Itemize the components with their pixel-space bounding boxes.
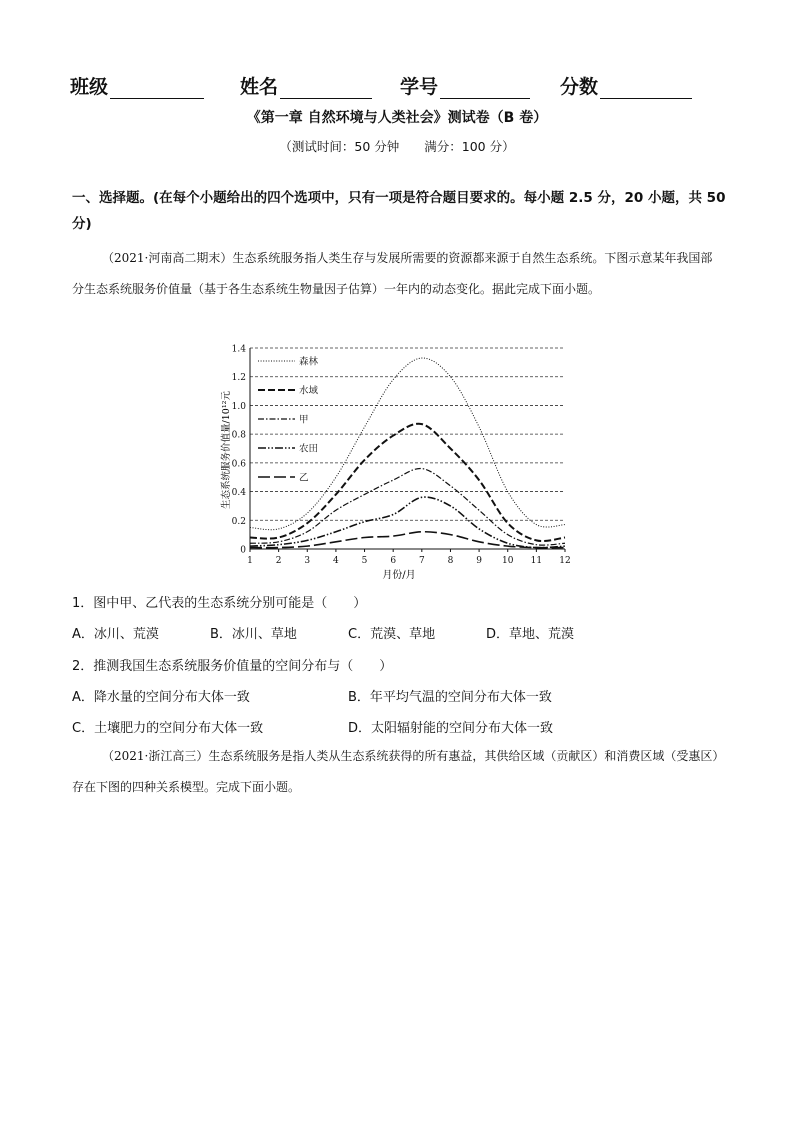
legend-label: 水域 <box>299 385 319 397</box>
chart-grid <box>250 348 565 520</box>
x-tick-label: 1 <box>247 556 253 566</box>
x-tick-label: 8 <box>447 556 454 566</box>
y-tick-label: 0.6 <box>231 459 246 470</box>
x-tick-label: 9 <box>476 556 482 566</box>
ecosystem-service-chart <box>215 338 575 583</box>
q1-option-b[interactable]: B．冰川、草地 <box>210 627 297 642</box>
score-label: 分数 <box>560 76 599 98</box>
y-tick-label: 0.4 <box>231 488 246 499</box>
x-tick-label: 2 <box>275 556 282 566</box>
q1-option-c[interactable]: C．荒漠、草地 <box>348 627 436 642</box>
x-axis-label: 月份/月 <box>382 570 416 581</box>
y-axis-label: 生态系统服务价值量/10¹²元 <box>221 391 232 509</box>
y-tick-label: 0.2 <box>231 516 246 527</box>
question-2-stem: 2．推测我国生态系统服务价值量的空间分布与（ ） <box>72 659 393 674</box>
legend-label: 甲 <box>299 414 309 426</box>
x-tick-label: 5 <box>361 556 368 566</box>
question-1-stem: 1．图中甲、乙代表的生态系统分别可能是（ ） <box>72 596 367 611</box>
name-blank[interactable] <box>280 76 372 99</box>
chart-legend <box>258 356 319 484</box>
x-tick-label: 6 <box>390 556 397 566</box>
series-line <box>250 424 565 541</box>
name-field <box>240 72 372 99</box>
class-label: 班级 <box>70 76 109 98</box>
legend-label: 农田 <box>299 443 319 455</box>
y-tick-label: 0.8 <box>231 430 246 441</box>
legend-label: 森林 <box>299 356 319 368</box>
student-id-label: 学号 <box>400 76 439 98</box>
chart-series <box>250 358 565 548</box>
student-info-row <box>70 72 730 102</box>
legend-label: 乙 <box>299 472 309 484</box>
score-field <box>560 72 692 99</box>
x-tick-label: 11 <box>530 556 543 566</box>
y-tick-label: 1.0 <box>231 401 246 412</box>
name-label: 姓名 <box>240 76 279 98</box>
q2-option-d[interactable]: D．太阳辐射能的空间分布大体一致 <box>348 721 554 736</box>
y-tick-label: 1.2 <box>231 373 246 384</box>
passage-1: （2021·河南高二期末）生态系统服务指人类生存与发展所需要的资源都来源于自然生态系统。下图示意某年我国部分生态系统服务价值量（基于各生态系统生物量因子估算）一年内的动态变化。据此完成下面小题。 <box>72 251 713 296</box>
exam-subtitle: （测试时间：50 分钟 满分：100 分） <box>279 139 515 154</box>
q2-option-c[interactable]: C．土壤肥力的空间分布大体一致 <box>72 721 264 736</box>
q1-option-d[interactable]: D．草地、荒漠 <box>486 627 575 642</box>
series-line <box>250 358 565 530</box>
class-field <box>70 72 204 99</box>
student-id-field <box>400 72 530 99</box>
class-blank[interactable] <box>110 76 204 99</box>
x-tick-label: 7 <box>418 556 425 566</box>
section-heading: 一、选择题。(在每个小题给出的四个选项中，只有一项是符合题目要求的。每小题 2.5 分，20 小题，共 50 分) <box>72 190 726 232</box>
exam-title: 《第一章 自然环境与人类社会》测试卷（B 卷） <box>246 110 548 126</box>
q1-option-a[interactable]: A．冰川、荒漠 <box>72 627 159 642</box>
score-blank[interactable] <box>600 76 692 99</box>
y-tick-label: 1.4 <box>231 344 246 355</box>
q2-option-b[interactable]: B．年平均气温的空间分布大体一致 <box>348 690 552 705</box>
x-tick-label: 10 <box>502 556 514 566</box>
y-tick-label: 0 <box>240 545 246 556</box>
student-id-blank[interactable] <box>440 76 530 99</box>
x-tick-label: 3 <box>304 556 311 566</box>
x-tick-label: 12 <box>559 556 571 566</box>
passage-2: （2021·浙江高三）生态系统服务是指人类从生态系统获得的所有惠益，其供给区域（贡献区）和消费区域（受惠区）存在下图的四种关系模型。完成下面小题。 <box>72 749 719 794</box>
x-tick-label: 4 <box>333 556 339 566</box>
q2-option-a[interactable]: A．降水量的空间分布大体一致 <box>72 690 250 705</box>
